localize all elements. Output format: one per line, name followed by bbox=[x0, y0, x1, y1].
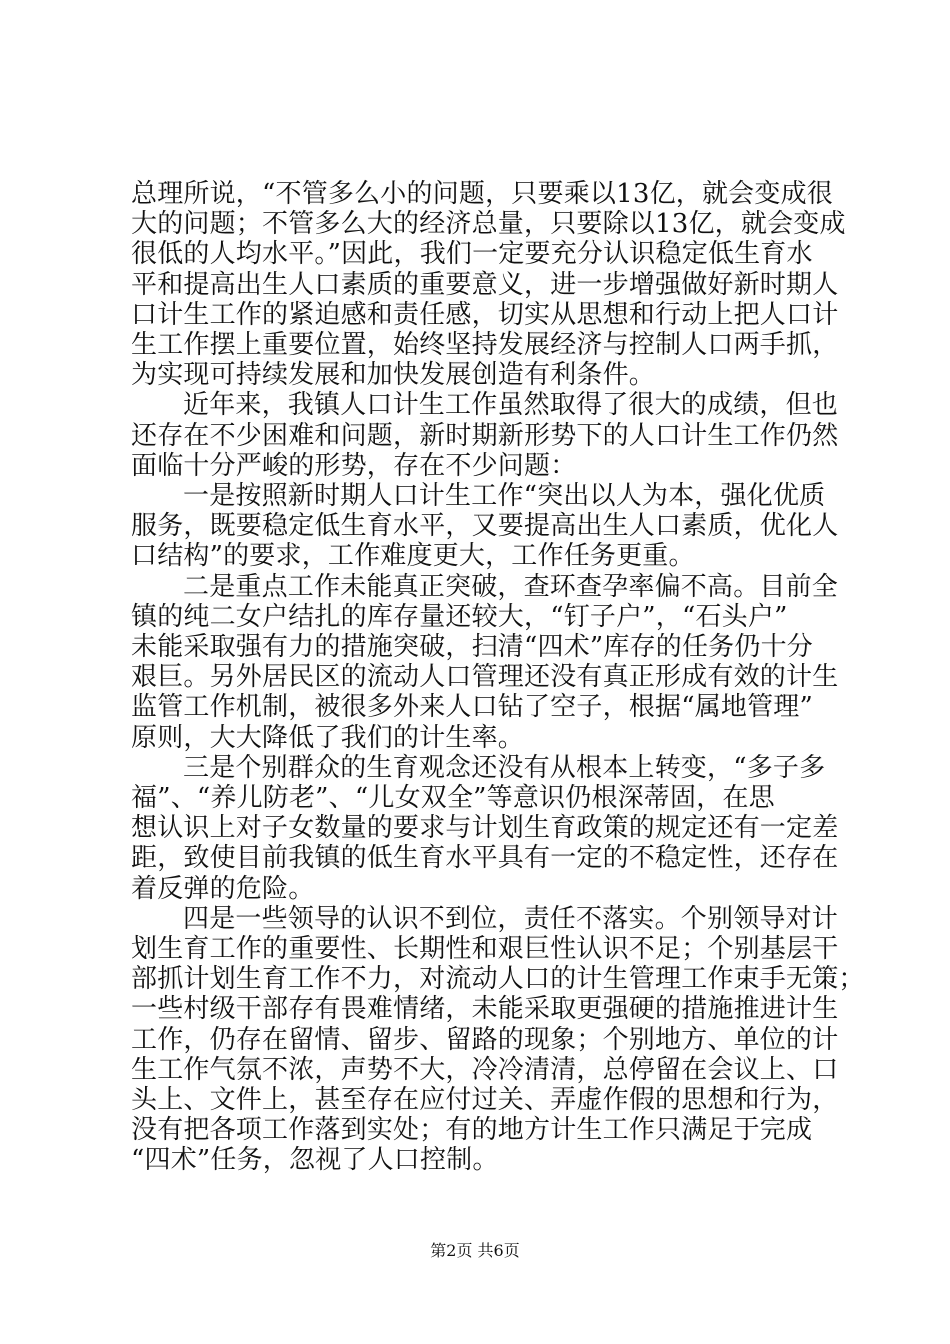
paragraph-start-line: 三是个别群众的生育观念还没有从根本上转变，“多子多 bbox=[183, 753, 826, 783]
page-footer: 第2页 共6页 bbox=[430, 1241, 520, 1260]
text-line: 未能采取强有力的措施突破，扫清“四术”库存的任务仍十分 bbox=[131, 632, 813, 662]
text-line: 口计生工作的紧迫感和责任感，切实从思想和行动上把人口计 bbox=[131, 300, 839, 330]
text-line: 口结构”的要求，工作难度更大，工作任务更重。 bbox=[131, 541, 695, 571]
text-line: 生工作摆上重要位置，始终坚持发展经济与控制人口两手抓， bbox=[131, 330, 839, 360]
text-line: 总理所说，“不管多么小的问题，只要乘以13亿，就会变成很 bbox=[131, 179, 833, 209]
text-line: 面临十分严峻的形势，存在不少问题： bbox=[131, 451, 577, 481]
text-line: 工作，仍存在留情、留步、留路的现象；个别地方、单位的计 bbox=[131, 1025, 839, 1055]
text-line: 很低的人均水平。”因此，我们一定要充分认识稳定低生育水 bbox=[131, 239, 813, 269]
text-line: “四术”任务，忽视了人口控制。 bbox=[131, 1145, 499, 1175]
text-line: 距，致使目前我镇的低生育水平具有一定的不稳定性，还存在 bbox=[131, 843, 839, 873]
paragraph-start-line: 近年来，我镇人口计生工作虽然取得了很大的成绩，但也 bbox=[183, 390, 839, 420]
text-line: 平和提高出生人口素质的重要意义，进一步增强做好新时期人 bbox=[131, 270, 839, 300]
text-line: 没有把各项工作落到实处；有的地方计生工作只满足于完成 bbox=[131, 1115, 813, 1145]
text-line: 艰巨。另外居民区的流动人口管理还没有真正形成有效的计生 bbox=[131, 662, 839, 692]
text-line: 服务，既要稳定低生育水平，又要提高出生人口素质，优化人 bbox=[131, 511, 839, 541]
text-line: 监管工作机制，被很多外来人口钻了空子，根据“属地管理” bbox=[131, 692, 813, 722]
text-line: 大的问题；不管多么大的经济总量，只要除以13亿，就会变成 bbox=[131, 209, 846, 239]
text-line: 一些村级干部存有畏难情绪，未能采取更强硬的措施推进计生 bbox=[131, 994, 839, 1024]
paragraph-start-line: 二是重点工作未能真正突破，查环查孕率偏不高。目前全 bbox=[183, 572, 839, 602]
text-line: 生工作气氛不浓，声势不大，冷冷清清，总停留在会议上、口 bbox=[131, 1055, 839, 1085]
text-line: 原则，大大降低了我们的计生率。 bbox=[131, 723, 525, 753]
text-line: 想认识上对子女数量的要求与计划生育政策的规定还有一定差 bbox=[131, 813, 839, 843]
text-line: 划生育工作的重要性、长期性和艰巨性认识不足；个别基层干 bbox=[131, 934, 839, 964]
text-line: 福”、“养儿防老”、“儿女双全”等意识仍根深蒂固，在思 bbox=[131, 783, 775, 813]
paragraph-start-line: 四是一些领导的认识不到位，责任不落实。个别领导对计 bbox=[183, 904, 839, 934]
text-line: 部抓计划生育工作不力，对流动人口的计生管理工作束手无策； bbox=[131, 964, 865, 994]
text-line: 为实现可持续发展和加快发展创造有利条件。 bbox=[131, 360, 656, 390]
text-line: 还存在不少困难和问题，新时期新形势下的人口计生工作仍然 bbox=[131, 421, 839, 451]
paragraph-start-line: 一是按照新时期人口计生工作“突出以人为本，强化优质 bbox=[183, 481, 826, 511]
text-line: 着反弹的危险。 bbox=[131, 874, 315, 904]
text-line: 镇的纯二女户结扎的库存量还较大，“钉子户”，“石头户” bbox=[131, 602, 788, 632]
text-line: 头上、文件上，甚至存在应付过关、弄虚作假的思想和行为， bbox=[131, 1085, 839, 1115]
